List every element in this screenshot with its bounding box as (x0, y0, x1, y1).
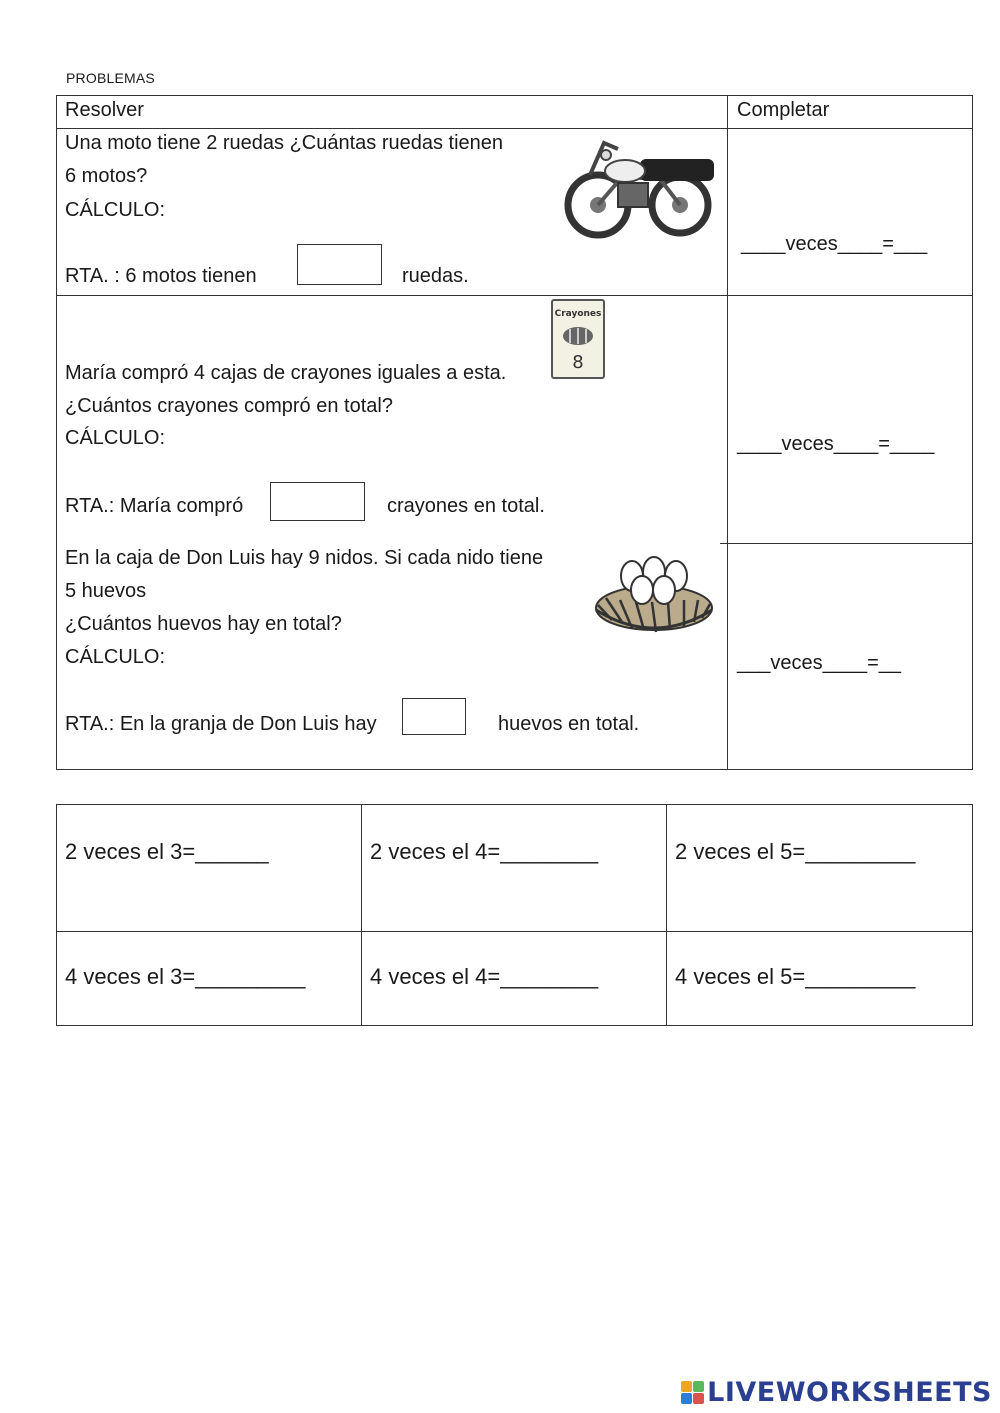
problem-1-line-3: CÁLCULO: (65, 199, 166, 221)
practice-column-divider (361, 804, 362, 1026)
logo-mark-square (693, 1381, 704, 1392)
logo-mark-square (681, 1393, 692, 1404)
problem-3-line-3: ¿Cuántos huevos hay en total? (65, 613, 342, 635)
table-column-divider (727, 95, 728, 770)
problem-3-line-1: En la caja de Don Luis hay 9 nidos. Si cada nido tiene (65, 547, 544, 569)
practice-cell[interactable]: 4 veces el 5=_________ (675, 964, 916, 989)
table-border-bottom (56, 769, 973, 770)
problem-2-answer-suffix: crayones en total. (387, 495, 545, 517)
practice-cell[interactable]: 2 veces el 5=_________ (675, 839, 916, 864)
practice-column-divider (666, 804, 667, 1026)
problem-3-completar[interactable]: ___veces____=__ (737, 652, 902, 674)
table-row-divider (56, 295, 973, 296)
table-border-top (56, 95, 973, 96)
problem-3-answer-box[interactable] (402, 698, 466, 735)
table-border-left (56, 95, 57, 770)
problem-1-line-1: Una moto tiene 2 ruedas ¿Cuántas ruedas tienen (65, 132, 504, 154)
logo-mark-icon (681, 1381, 704, 1404)
practice-cell[interactable]: 4 veces el 4=________ (370, 964, 599, 989)
column-header-completar: Completar (737, 99, 830, 121)
practice-border-top (56, 804, 973, 805)
column-header-resolver: Resolver (65, 99, 144, 121)
problem-3-answer-suffix: huevos en total. (498, 713, 640, 735)
problem-2-answer-box[interactable] (270, 482, 365, 521)
practice-cell[interactable]: 2 veces el 3=______ (65, 839, 269, 864)
logo-text: LIVEWORKSHEETS (707, 1376, 992, 1408)
table-row-divider (56, 128, 973, 129)
practice-border-right (972, 804, 973, 1026)
logo-mark-square (681, 1381, 692, 1392)
logo-mark-square (693, 1393, 704, 1404)
liveworksheets-logo[interactable] (681, 1377, 992, 1407)
problem-1-answer-suffix: ruedas. (402, 265, 469, 287)
practice-border-left (56, 804, 57, 1026)
problem-1-answer-box[interactable] (297, 244, 382, 285)
practice-cell[interactable]: 2 veces el 4=________ (370, 839, 599, 864)
crayon-box-brand: Crayones (554, 309, 602, 319)
problem-2-line-1: María compró 4 cajas de crayones iguales a esta. (65, 362, 507, 384)
table-border-right (972, 95, 973, 770)
crayon-box-illustration (550, 298, 606, 380)
worksheet-heading: PROBLEMAS (66, 70, 155, 86)
problem-3-line-4: CÁLCULO: (65, 646, 166, 668)
egg-nest-illustration (592, 550, 717, 642)
problem-1-answer-prefix: RTA. : 6 motos tienen (65, 265, 257, 287)
problem-1-line-2: 6 motos? (65, 165, 148, 187)
crayon-box-count: 8 (572, 352, 584, 373)
practice-border-bottom (56, 1025, 973, 1026)
problem-2-completar[interactable]: ____veces____=____ (737, 433, 935, 455)
practice-row-divider (56, 931, 973, 932)
problem-2-answer-prefix: RTA.: María compró (65, 495, 244, 517)
motorcycle-illustration (560, 135, 720, 240)
problem-2-line-2: ¿Cuántos crayones compró en total? (65, 395, 393, 417)
problem-1-completar[interactable]: ____veces____=___ (741, 233, 928, 255)
problem-2-line-3: CÁLCULO: (65, 427, 166, 449)
table-row-divider (720, 543, 973, 544)
problem-3-line-2: 5 huevos (65, 580, 147, 602)
problem-3-answer-prefix: RTA.: En la granja de Don Luis hay (65, 713, 377, 735)
practice-cell[interactable]: 4 veces el 3=_________ (65, 964, 306, 989)
